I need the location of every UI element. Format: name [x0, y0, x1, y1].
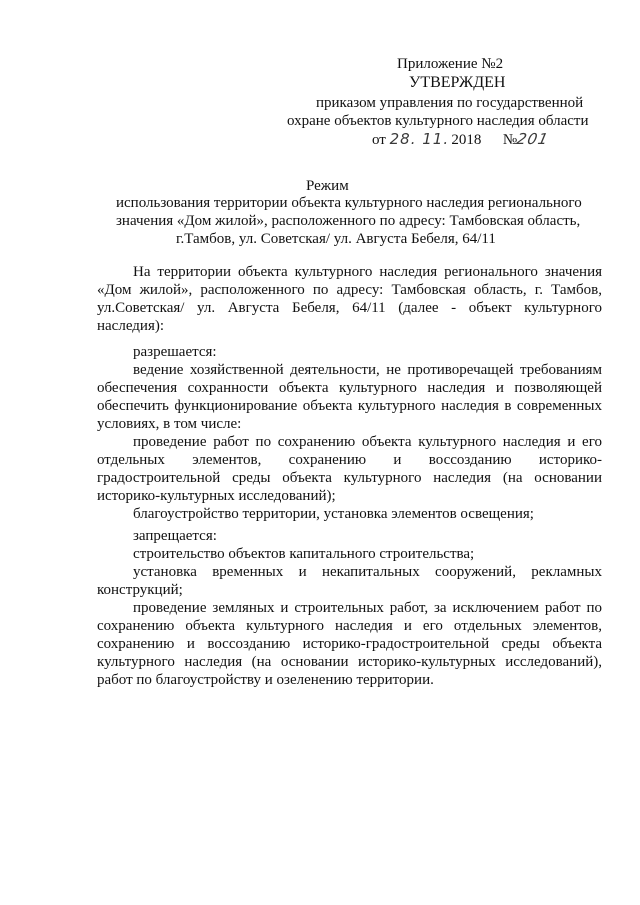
order-line-1: приказом управления по государственной	[316, 95, 584, 111]
permitted-line: благоустройство территории, установка элементов освещения;	[133, 506, 534, 522]
prohibited-line: конструкций;	[97, 582, 183, 598]
handwritten-number: 201	[515, 130, 551, 148]
title-line-3: г.Тамбов, ул. Советская/ ул. Августа Бебеля, 64/11	[176, 231, 496, 247]
permitted-line: проведение работ по сохранению объекта культурного наследия и его	[133, 434, 602, 450]
intro-line-1: На территории объекта культурного наследия регионального значения	[133, 264, 602, 280]
intro-line-3: ул.Советская/ ул. Августа Бебеля, 64/11 (далее - объект культурного	[97, 300, 602, 316]
title-line-2: значения «Дом жилой», расположенного по адресу: Тамбовская область,	[116, 213, 581, 229]
permitted-line: градостроительной среды объекта культурного наследия (на основании	[97, 470, 602, 486]
approved-label: УТВЕРЖДЕН	[409, 74, 506, 91]
prohibited-line: строительство объектов капитального строительства;	[133, 546, 475, 562]
permitted-line: ведение хозяйственной деятельности, не противоречащей требованиям	[133, 362, 602, 378]
date-prefix: от	[372, 132, 386, 148]
intro-line-2: «Дом жилой», расположенного по адресу: Тамбовская область, г. Тамбов,	[97, 282, 602, 298]
order-year: 2018	[451, 132, 482, 148]
prohibited-line: работ по благоустройству и озеленению территории.	[97, 672, 434, 688]
prohibited-line: сохранению объекта культурного наследия и его отдельных элементов,	[97, 618, 602, 634]
intro-line-4: наследия):	[97, 318, 165, 334]
permitted-heading: разрешается:	[133, 344, 217, 360]
prohibited-line: сохранению и воссозданию историко-градостроительной среды объекта	[97, 636, 602, 652]
permitted-line: обеспечить функционирование объекта культурного наследия в современных	[97, 398, 602, 414]
permitted-line: условиях, в том числе:	[97, 416, 242, 432]
permitted-line: обеспечения сохранности объекта культурного наследия и позволяющей	[97, 380, 602, 396]
appendix-label: Приложение №2	[397, 56, 504, 72]
title-line-1: использования территории объекта культурного наследия регионального	[116, 195, 582, 211]
prohibited-heading: запрещается:	[133, 528, 217, 544]
permitted-line: отдельных элементов, сохранению и воссозданию историко-	[97, 452, 602, 468]
document-title: Режим	[306, 178, 349, 194]
handwritten-date: 28. 11.	[389, 130, 450, 148]
number-prefix: №	[502, 132, 518, 148]
prohibited-line: проведение земляных и строительных работ, за исключением работ по	[133, 600, 602, 616]
permitted-line: историко-культурных исследований);	[97, 488, 336, 504]
prohibited-line: культурного наследия (на основании историко-культурных исследований),	[97, 654, 602, 670]
order-line-2: охране объектов культурного наследия области	[287, 113, 589, 129]
prohibited-line: установка временных и некапитальных сооружений, рекламных	[133, 564, 602, 580]
order-date-line	[372, 130, 549, 149]
